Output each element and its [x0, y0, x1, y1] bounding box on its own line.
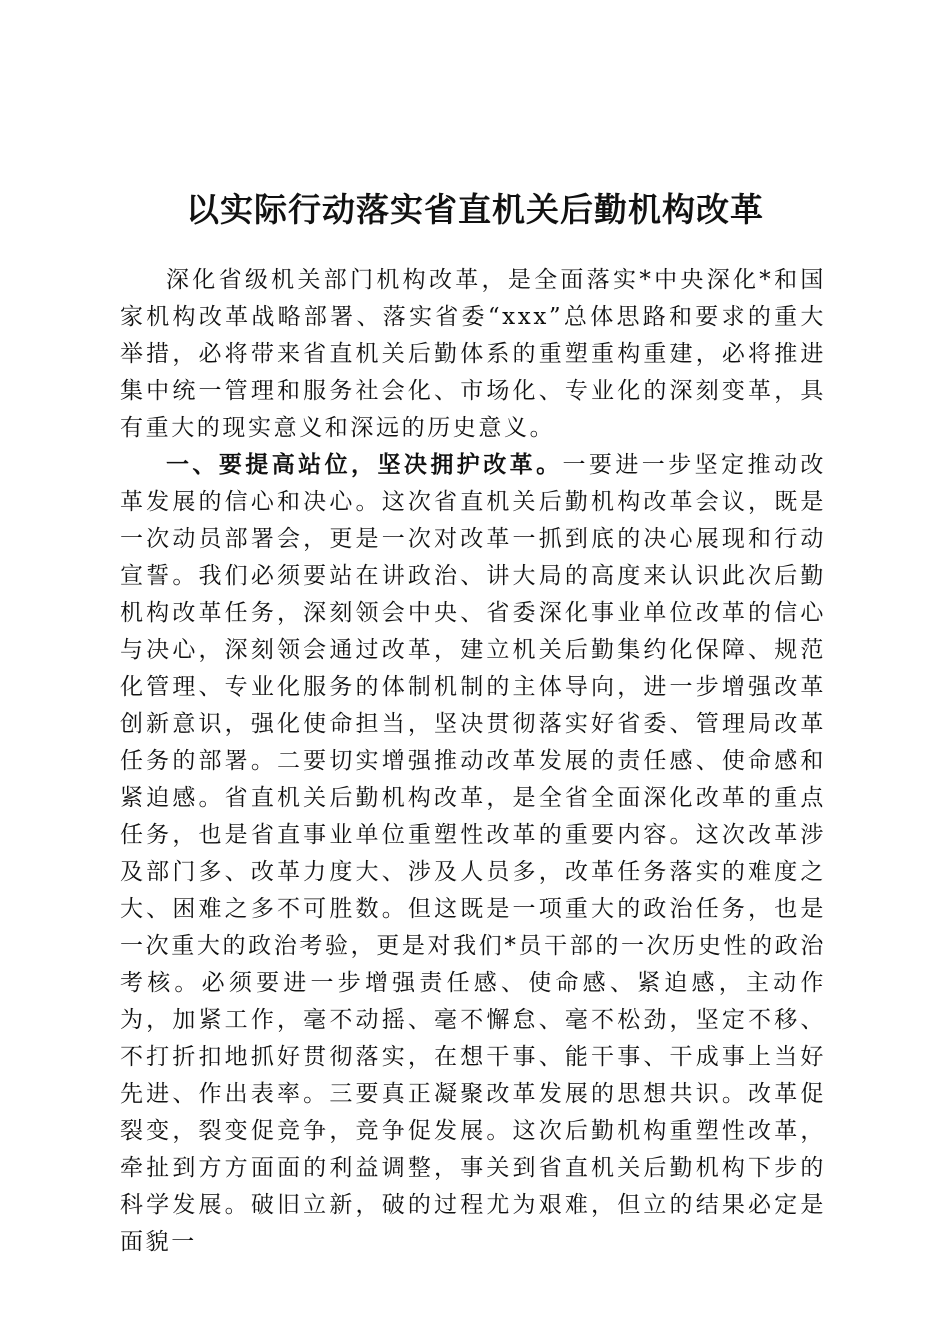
document-title: 以实际行动落实省直机关后勤机构改革 [186, 190, 764, 229]
paragraph-section-one [120, 447, 826, 1261]
document-body [120, 262, 826, 1261]
paragraph-intro [120, 262, 826, 447]
paragraph-text: 一要进一步坚定推动改革发展的信心和决心。这次省直机关后勤机构改革会议，既是一次动员部署会，更是一次对改革一抓到底的决心展现和行动宣誓。我们必须要站在讲政治、讲大局的高度来认识此次后勤机构改革任务，深刻领会中央、省委深化事业单位改革的信心与决心，深刻领会通过改革，建立机关后勤集约化保障、规范化管理、专业化服务的体制机制的主体导向，进一步增强改革创新意识，强化使命担当，坚决贯彻落实好省委、管理局改革任务的部署。二要切实增强推动改革发展的责任感、使命感和紧迫感。省直机关后勤机构改革，是全省全面深化改革的重点任务，也是省直事业单位重塑性改革的重要内容。这次改革涉及部门多、改革力度大、涉及人员多，改革任务落实的难度之大、困难之多不可胜数。但这既是一项重大的政治任务，也是一次重大的政治考验，更是对我们*员干部的一次历史性的政治考核。必须要进一步增强责任感、使命感、紧迫感，主动作为，加紧工作，毫不动摇、毫不懈怠、毫不松劲，坚定不移、不打折扣地抓好贯彻落实，在想干事、能干事、干成事上当好先进、作出表率。三要真正凝聚改革发展的思想共识。改革促裂变，裂变促竞争，竞争促发展。这次后勤机构重塑性改革，牵扯到方方面面的利益调整，事关到省直机关后勤机构下步的科学发展。破旧立新，破的过程尤为艰难，但立的结果必定是面貌一 [120, 452, 826, 1255]
paragraph-text: 深化省级机关部门机构改革，是全面落实*中央深化*和国家机构改革战略部署、落实省委“xxx”总体思路和要求的重大举措，必将带来省直机关后勤体系的重塑重构重建，必将推进集中统一管理和服务社会化、市场化、专业化的深刻变革，具有重大的现实意义和深远的历史意义。 [120, 267, 826, 441]
section-heading: 一、要提高站位，坚决拥护改革。 [166, 452, 563, 478]
